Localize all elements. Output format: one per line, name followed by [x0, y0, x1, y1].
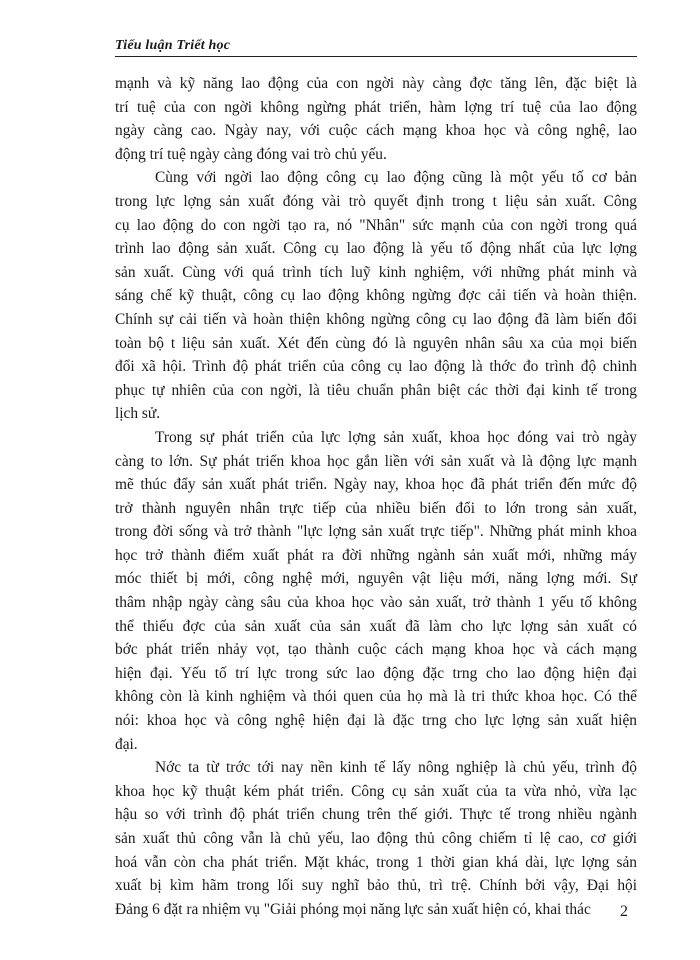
text-line: đổi xã hội. Trình độ phát triển của công cụ lao động là thớc đo trình độ chinh [115, 358, 637, 376]
text-line: phục tự nhiên của con ngời, là tiêu chuẩn phân biệt các thời đại kinh tế trong [115, 381, 637, 399]
text-line: lịch sử. [115, 405, 161, 423]
text-line: khoa học kỹ thuật kém phát triển. Công cụ sản xuất của ta vừa nhỏ, vừa lạc [115, 782, 637, 800]
text-line: thâm nhập ngày càng sâu của khoa học vào sản xuất, trở thành 1 yếu tố không [115, 594, 637, 612]
text-line: thể thiếu đợc của sản xuất của sản xuất đã làm cho lực lợng sản xuất có [115, 617, 637, 635]
page-number: 2 [620, 903, 628, 920]
text-line: trình lao động sản xuất. Công cụ lao động là yếu tố động nhất của lực lợng [115, 240, 637, 258]
text-line: hiện đại. Yếu tố trí lực trong sức lao động đặc trng cho lao động hiện đại [115, 664, 637, 682]
text-line: nói: khoa học và công nghệ hiện đại là đặc trng cho lực lợng sản xuất hiện [115, 712, 637, 730]
text-line: hậu so với trình độ phát triển chung trên thế giới. Thực tế trong nhiều ngành [115, 806, 637, 824]
text-line: hoá vẫn còn cha phát triển. Mặt khác, trong 1 thời gian khá dài, lực lợng sản [115, 853, 637, 871]
text-line: không còn là kinh nghiệm và thói quen của họ mà là tri thức khoa học. Có thể [115, 688, 637, 706]
text-line: sáng chế kỹ thuật, công cụ lao động không ngừng đợc cải tiến và hoàn thiện. [115, 287, 637, 305]
text-line: mẽ thúc đẩy sản xuất phát triển. Ngày nay, khoa học đã phát triển đến mức độ [115, 476, 637, 494]
text-line: cụ lao động do con ngời tạo ra, nó "Nhân" sức mạnh của con ngời trong quá [115, 216, 637, 234]
text-line: ngày càng cao. Ngày nay, với cuộc cách mạng khoa học và công nghệ, lao [115, 122, 637, 140]
text-line: mạnh và kỹ năng lao động của con ngời này càng đợc tăng lên, đặc biệt là [115, 75, 637, 92]
text-line: Đảng 6 đặt ra nhiệm vụ "Giải phóng mọi năng lực sản xuất hiện có, khai thác [115, 900, 591, 918]
text-line: đại. [115, 735, 138, 753]
header-title: Tiểu luận Triết học [115, 38, 231, 53]
text-line: trở thành nguyên nhân trực tiếp của nhiều biến đổi to lớn trong sản xuất, [115, 499, 637, 517]
text-line: Chính sự cải tiến và hoàn thiện không ngừng công cụ lao động đã làm biến đổi [115, 310, 637, 328]
text-line: học trở thành điểm xuất phát ra đời những ngành sản xuất mới, những máy [115, 546, 637, 564]
paragraph [115, 72, 637, 166]
text-line: Trong sự phát triển của lực lợng sản xuất, khoa học đóng vai trò ngày [155, 428, 637, 446]
text-line: càng to lớn. Sự phát triển khoa học gắn liền với sản xuất và là động lực mạnh [115, 452, 637, 470]
paragraph [115, 166, 637, 426]
paragraph [115, 756, 637, 921]
text-line: động trí tuệ ngày càng đóng vai trò chủ yếu. [115, 145, 387, 163]
text-line: sản xuất. Cùng với quá trình tích luỹ kinh nghiệm, với những phát minh và [115, 263, 637, 281]
text-line: toàn bộ t liệu sản xuất. Xét đến cùng đó là nguyên nhân sâu xa của mọi biến [115, 334, 637, 352]
text-line: trong đời sống và trở thành "lực lợng sản xuất trực tiếp". Những phát minh khoa [115, 523, 637, 541]
text-line: xuất bị kìm hãm trong lối suy nghĩ bảo thủ, trì trệ. Chính bởi vậy, Đại hội [115, 877, 637, 895]
page-header [115, 38, 637, 57]
text-line: sản xuất thủ công vẫn là chủ yếu, lao động thủ công chiếm tỉ lệ cao, cơ giới [115, 830, 637, 847]
text-line: Nớc ta từ trớc tới nay nền kinh tế lấy nông nghiệp là chủ yếu, trình độ [155, 759, 637, 777]
paragraph [115, 426, 637, 756]
text-line: bớc phát triển nhảy vọt, tạo thành cuộc cách mạng khoa học và cách mạng [115, 641, 637, 659]
text-line: Cùng với ngời lao động công cụ lao động cũng là một yếu tố cơ bản [155, 169, 637, 187]
text-line: trí tuệ của con ngời không ngừng phát triển, hàm lợng trí tuệ của lao động [115, 98, 637, 116]
text-line: trong lực lợng sản xuất đóng vài trò quyết định trong t liệu sản xuất. Công [115, 192, 637, 210]
text-line: móc thiết bị mới, công nghệ mới, nguyên vật liệu mới, năng lợng mới. Sự [115, 570, 637, 588]
document-body [115, 72, 637, 921]
